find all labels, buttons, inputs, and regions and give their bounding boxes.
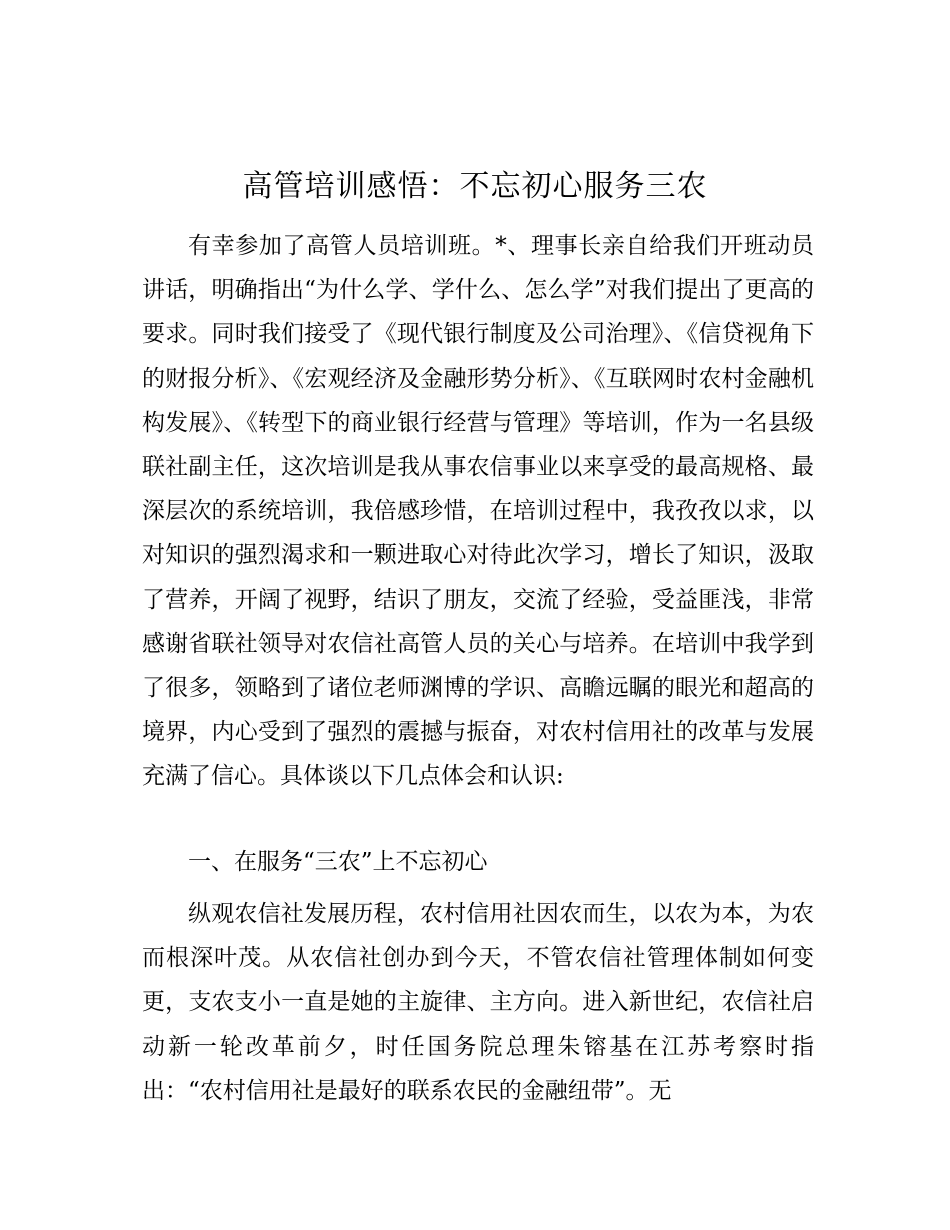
section-1-paragraph: 纵观农信社发展历程，农村信用社因农而生，以农为本，为农而根深叶茂。从农信社创办到今天，不管农信社管理体制如何变更，支农支小一直是她的主旋律、主方向。进入新世纪，农信社启动新一轮改革前夕，时任国务院总理朱镕基在江苏考察时指出：“农村信用社是最好的联系农民的金融纽带”。无 bbox=[142, 901, 814, 1104]
document-title: 高管培训感悟：不忘初心服务三农 bbox=[242, 169, 708, 204]
intro-paragraph: 有幸参加了高管人员培训班。*、理事长亲自给我们开班动员讲话，明确指出“为什么学、学什么、怎么学”对我们提出了更高的要求。同时我们接受了《现代银行制度及公司治理》、《信贷视角下的财报分析》、《宏观经济及金融形势分析》、《互联网时农村金融机构发展》、《转型下的商业银行经营与管理》等培训，作为一名县级联社副主任，这次培训是我从事农信事业以来享受的最高规格、最深层次的系统培训，我倍感珍惜，在培训过程中，我孜孜以求，以对知识的强烈渴求和一颗进取心对待此次学习，增长了知识，汲取了营养，开阔了视野，结识了朋友，交流了经验，受益匪浅，非常感谢省联社领导对农信社高管人员的关心与培养。在培训中我学到了很多，领略到了诸位老师渊博的学识、高瞻远瞩的眼光和超高的境界，内心受到了强烈的震撼与振奋，对农村信用社的改革与发展充满了信心。具体谈以下几点体会和认识: bbox=[142, 233, 814, 790]
section-heading-1: 一、在服务“三农”上不忘初心 bbox=[188, 849, 488, 875]
